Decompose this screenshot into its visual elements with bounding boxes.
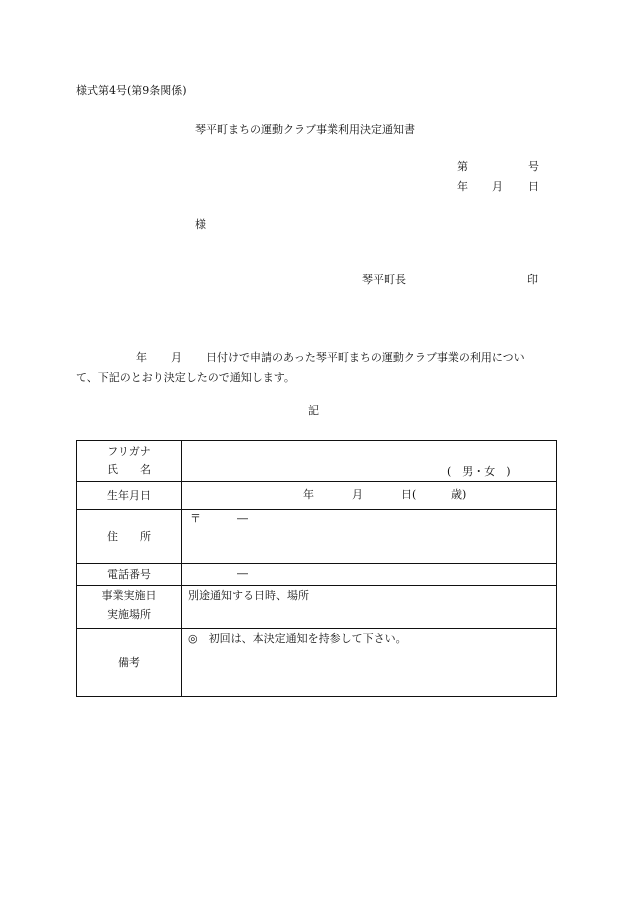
birth-year: 年 <box>303 488 314 501</box>
addressee-suffix: 様 <box>195 218 206 231</box>
phone-value-cell <box>182 564 557 586</box>
birth-age: 歳) <box>451 488 467 501</box>
phone-dash: ― <box>237 567 248 580</box>
birth-month: 月 <box>352 488 363 501</box>
address-value-cell <box>182 510 557 564</box>
date-day: 日 <box>528 180 539 193</box>
date-month: 月 <box>492 180 503 193</box>
event-value-cell <box>182 586 557 629</box>
phone-label: 電話番号 <box>77 564 182 586</box>
form-number: 様式第4号(第9条関係) <box>76 84 187 97</box>
name-label-cell <box>77 441 182 482</box>
notice-line-1 <box>76 348 556 368</box>
birth-value-cell <box>182 482 557 510</box>
event-date-label: 事業実施日 <box>101 589 157 602</box>
seal-mark: 印 <box>527 273 538 286</box>
table-row-remarks <box>77 629 557 697</box>
event-value: 別途通知する日時、場所 <box>188 589 309 602</box>
furigana-label: フリガナ <box>107 445 151 458</box>
table-row-phone <box>77 564 557 586</box>
remarks-value-cell <box>182 629 557 697</box>
body-year: 年 <box>136 351 147 364</box>
doc-number-suffix: 号 <box>528 160 539 173</box>
issuer-name: 琴平町長 <box>362 273 406 286</box>
table-row-name <box>77 441 557 482</box>
postal-dash: ― <box>237 512 248 525</box>
postal-mark: 〒 <box>190 512 201 525</box>
notice-line-2: て、下記のとおり決定したので通知します。 <box>76 371 295 384</box>
address-label: 住 所 <box>77 510 182 564</box>
body-month: 月 <box>171 351 182 364</box>
ki-heading: 記 <box>308 404 319 417</box>
event-label-cell <box>77 586 182 629</box>
document-title: 琴平町まちの運動クラブ事業利用決定通知書 <box>195 123 415 136</box>
birth-day: 日( <box>401 488 417 501</box>
info-table <box>76 440 557 697</box>
birth-label: 生年月日 <box>77 482 182 510</box>
notice-body <box>76 348 556 388</box>
remarks-label: 備考 <box>77 629 182 697</box>
body-line1-text: 日付けで申請のあった琴平町まちの運動クラブ事業の利用につい <box>206 351 525 364</box>
remarks-value: ◎ 初回は、本決定通知を持参して下さい。 <box>188 632 407 645</box>
table-row-birthdate <box>77 482 557 510</box>
doc-number-prefix: 第 <box>457 160 468 173</box>
name-label: 氏 名 <box>107 463 151 476</box>
name-value-cell <box>182 441 557 482</box>
gender-choice: ( 男・女 ) <box>447 465 511 478</box>
event-place-label: 実施場所 <box>107 608 151 621</box>
table-row-event <box>77 586 557 629</box>
date-year: 年 <box>457 180 468 193</box>
table-row-address <box>77 510 557 564</box>
